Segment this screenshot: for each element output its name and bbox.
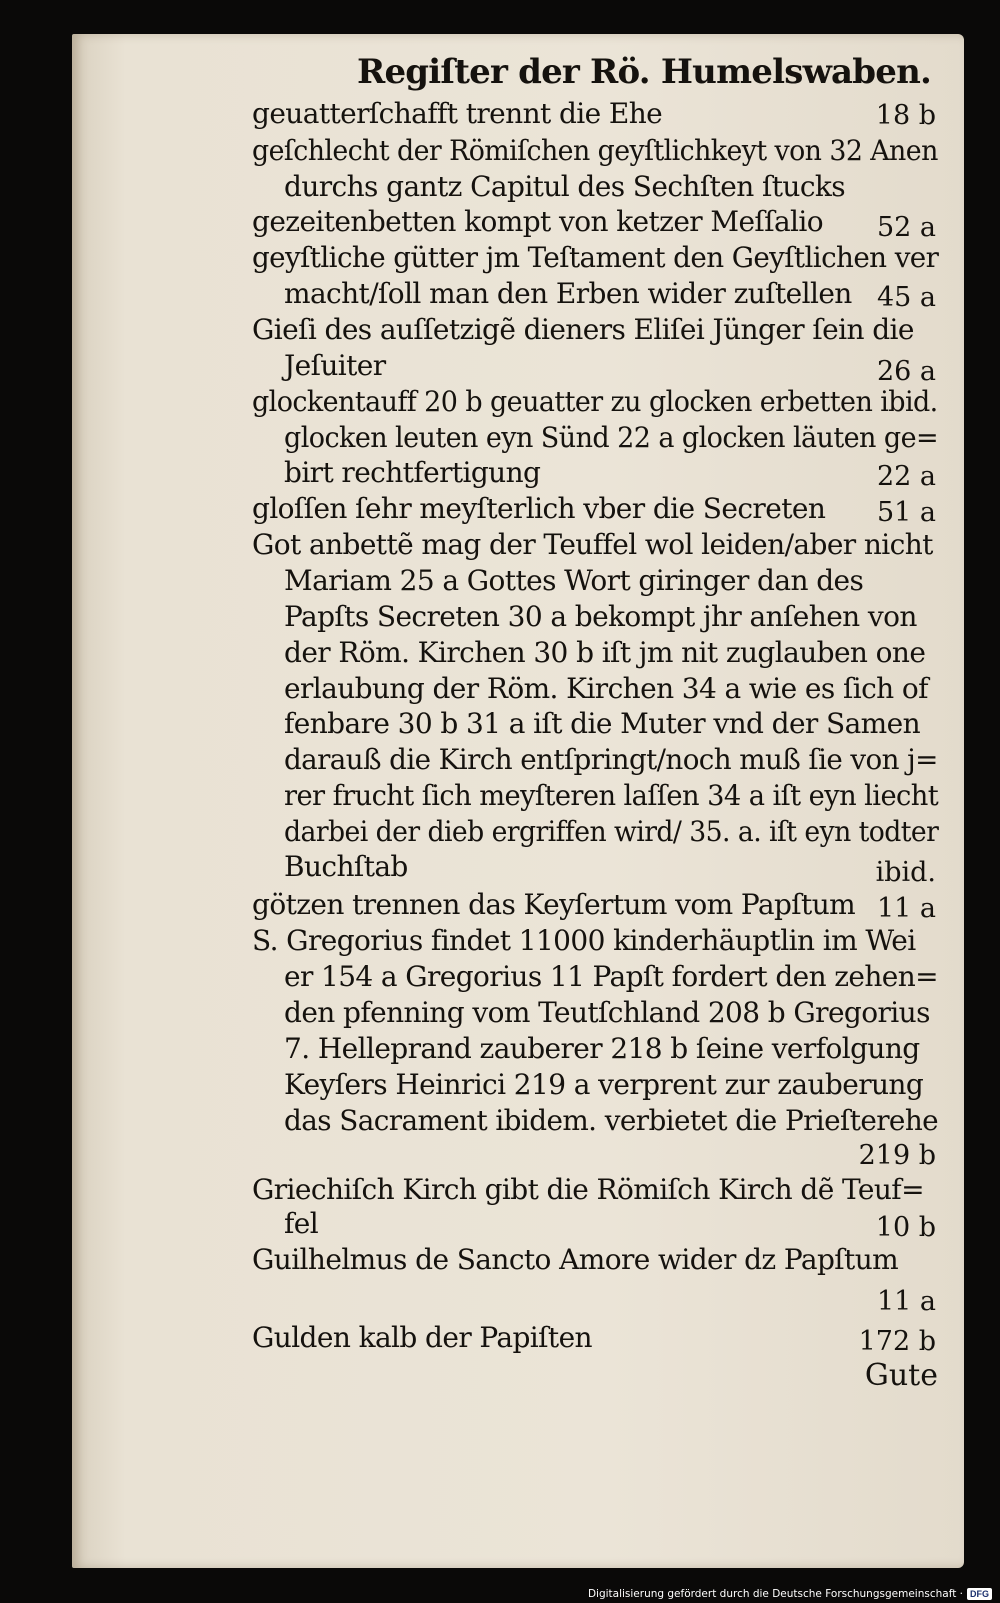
- entry-line: Griechiſch Kirch gibt die Römiſch Kirch dẽ Teuf=: [252, 1173, 924, 1206]
- entry-line: darbei der dieb ergriffen wird/ 35. a. iſt eyn todter: [284, 815, 939, 848]
- entry-ref: 51 a: [876, 497, 936, 528]
- book-page: [72, 34, 964, 1568]
- entry-ref: 18 b: [875, 100, 936, 131]
- entry-line: S. Gregorius findet 11000 kinderhäuptlin im Wei: [252, 924, 916, 957]
- entry-line: den pfenning vom Teutſchland 208 b Gregorius: [284, 996, 930, 1029]
- entry-ref: 219 b: [858, 1140, 936, 1171]
- entry-ref: 45 a: [876, 282, 936, 313]
- entry-line: rer frucht ſich meyſteren laſſen 34 a iſt eyn liecht: [284, 779, 939, 812]
- credit-text: Digitalisierung gefördert durch die Deutsche Forschungsgemeinschaft ·: [587, 1588, 963, 1600]
- entry-line: darauß die Kirch entſpringt/noch muß ſie von j=: [284, 743, 938, 776]
- entry-line: glocken leuten eyn Sünd 22 a glocken läuten ge=: [284, 421, 939, 454]
- entry-ref: 26 a: [876, 356, 936, 387]
- digitization-credit: [588, 1588, 992, 1600]
- entry-line: Gulden kalb der Papiſten: [252, 1321, 592, 1354]
- entry-line: Papſts Secreten 30 a bekompt jhr anſehen von: [284, 600, 917, 633]
- entry-line: durchs gantz Capitul des Sechſten ſtucks: [284, 170, 846, 203]
- entry-line: macht/ſoll man den Erben wider zuſtellen: [284, 277, 852, 310]
- entry-ref: ibid.: [875, 857, 936, 888]
- entry-ref: 11 a: [876, 893, 936, 924]
- entry-line: Jeſuiter: [284, 349, 386, 382]
- entry-line: Got anbettẽ mag der Teuffel wol leiden/aber nicht: [252, 528, 933, 561]
- entry-line: das Sacrament ibidem. verbietet die Prieſterehe: [284, 1104, 939, 1137]
- entry-ref: 11 a: [876, 1286, 936, 1317]
- entry-line: geyſtliche gütter jm Teſtament den Geyſtlichen ver: [252, 241, 939, 274]
- entry-line: Buchſtab: [284, 850, 408, 883]
- entry-line: glockentauff 20 b geuatter zu glocken erbetten ibid.: [252, 385, 938, 418]
- entry-line: birt rechtfertigung: [284, 456, 541, 489]
- entry-line: gloſſen ſehr meyſterlich vber die Secreten: [252, 492, 826, 525]
- catchword: Gute: [864, 1358, 938, 1393]
- entry-line: Gieſi des auſſetzigẽ dieners Eliſei Jünger ſein die: [252, 313, 914, 346]
- entry-line: geuatterſchafft trennt die Ehe: [252, 97, 663, 130]
- entry-line: Mariam 25 a Gottes Wort giringer dan des: [284, 564, 864, 597]
- entry-line: gezeitenbetten kompt von ketzer Meſſalio: [252, 205, 824, 238]
- entry-line: götzen trennen das Keyſertum vom Papſtum: [252, 888, 856, 921]
- entry-line: fel: [284, 1207, 319, 1240]
- entry-ref: 22 a: [876, 461, 936, 492]
- entry-ref: 52 a: [876, 212, 936, 243]
- dfg-logo: DFG: [967, 1588, 992, 1600]
- entry-line: der Röm. Kirchen 30 b iſt jm nit zuglauben one: [284, 636, 926, 669]
- page-header: Regiſter der Rö. Humelswaben.: [357, 52, 932, 92]
- entry-ref: 10 b: [875, 1212, 936, 1243]
- entry-ref: 172 b: [858, 1326, 936, 1357]
- entry-line: er 154 a Gregorius 11 Papſt fordert den zehen=: [284, 960, 939, 993]
- entry-line: Guilhelmus de Sancto Amore wider dz Papſtum: [252, 1243, 899, 1276]
- entry-line: geſchlecht der Römiſchen geyſtlichkeyt von 32 Anen: [252, 134, 938, 167]
- entry-line: erlaubung der Röm. Kirchen 34 a wie es ſich of: [284, 672, 928, 705]
- entry-line: 7. Helleprand zauberer 218 b ſeine verfolgung: [284, 1032, 920, 1065]
- register-text: [72, 34, 964, 1568]
- entry-line: fenbare 30 b 31 a iſt die Muter vnd der Samen: [284, 707, 921, 740]
- entry-line: Keyſers Heinrici 219 a verprent zur zauberung: [284, 1068, 924, 1101]
